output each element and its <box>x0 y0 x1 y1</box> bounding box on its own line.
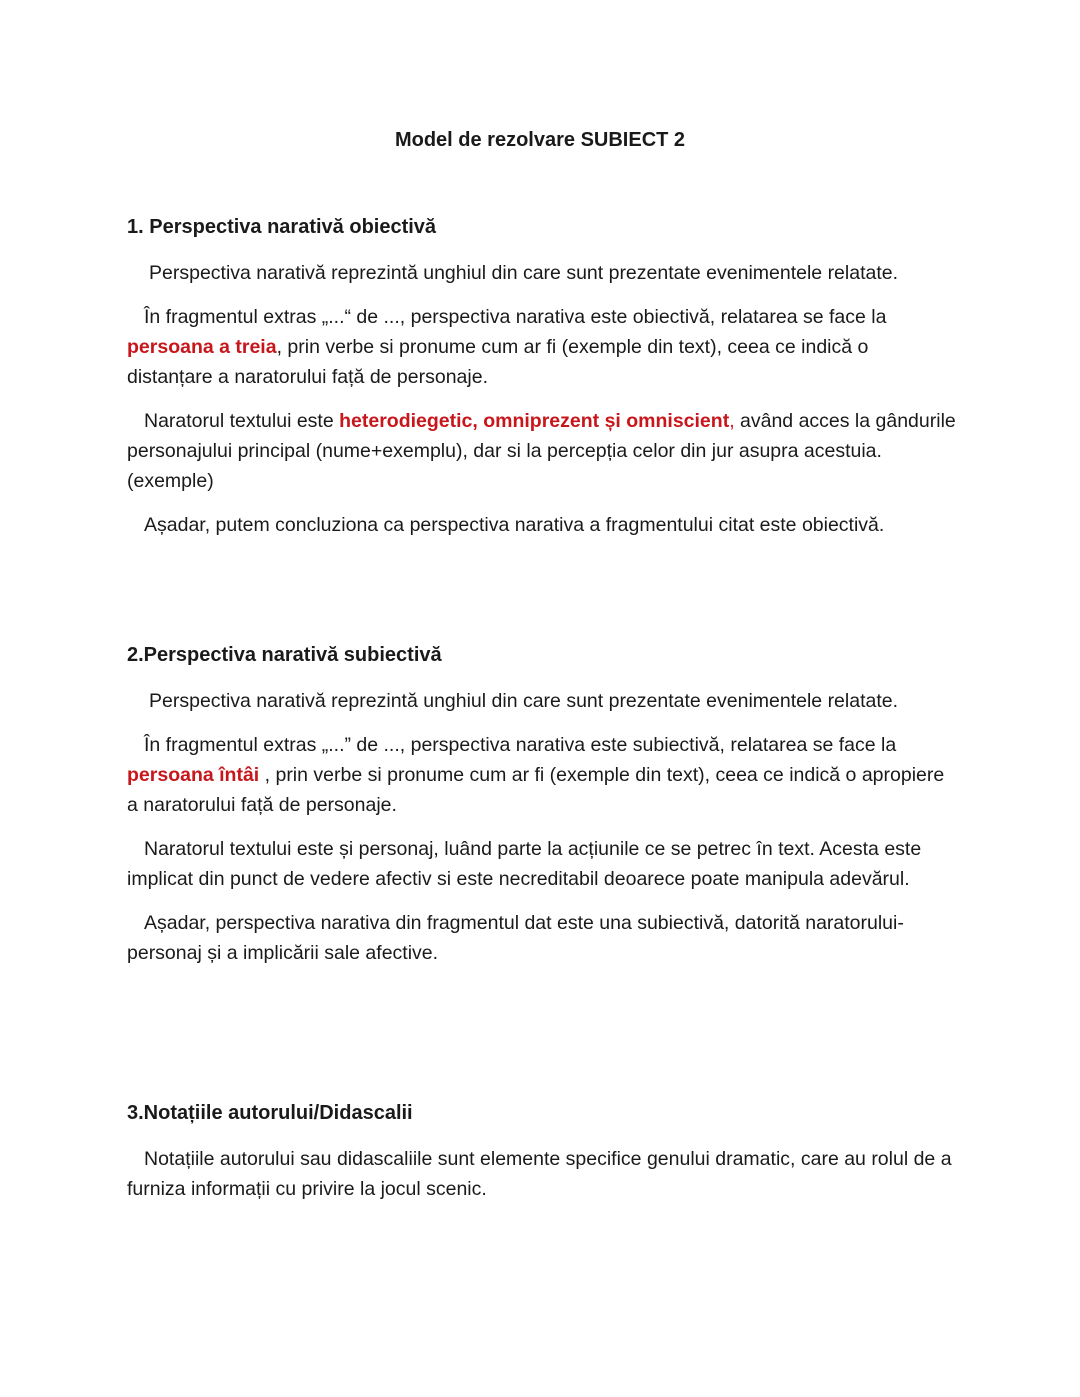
paragraph-text: În fragmentul extras „...“ de ..., perspectiva narativa este obiectivă, relatarea se face la <box>144 306 887 328</box>
paragraph-narrator: Naratorul textului este și personaj, luând parte la acțiunile ce se petrec în text. Acesta este implicat din punct de vedere afectiv si este necreditabil deoarece poate manipula adevărul. <box>127 838 922 890</box>
highlighted-term: persoana întâi <box>127 764 260 786</box>
highlighted-term: persoana a treia <box>127 336 277 358</box>
paragraph-narrator <box>127 406 957 496</box>
document-title: Model de rezolvare SUBIECT 2 <box>394 129 686 151</box>
highlighted-term: heterodiegetic, omniprezent și omniscient <box>339 410 730 432</box>
paragraph-definition: Perspectiva narativă reprezintă unghiul din care sunt prezentate evenimentele relatate. <box>149 690 899 712</box>
section-notatiile-autorului <box>127 1100 957 1218</box>
paragraph-conclusion: Așadar, perspectiva narativa din fragmentul dat este una subiectivă, datorită naratorului-personaj și a implicării sale afective. <box>127 912 904 964</box>
paragraph-definition: Perspectiva narativă reprezintă unghiul din care sunt prezentate evenimentele relatate. <box>149 262 899 284</box>
paragraph-conclusion: Așadar, putem concluziona ca perspectiva narativa a fragmentului citat este obiectivă. <box>144 514 885 536</box>
paragraph-text: , prin verbe si pronume cum ar fi (exemple din text), ceea ce indică o apropiere a naratorului față de personaje. <box>127 764 945 816</box>
paragraph-definition: Notațiile autorului sau didascaliile sunt elemente specifice genului dramatic, care au rolul de a furniza informații cu privire la jocul scenic. <box>127 1148 952 1200</box>
section-heading: 1. Perspectiva narativă obiectivă <box>127 216 437 238</box>
paragraph-fragment <box>127 730 957 820</box>
section-heading: 3.Notațiile autorului/Didascalii <box>127 1102 413 1124</box>
paragraph-text: Naratorul textului este <box>144 410 340 432</box>
paragraph-fragment <box>127 302 957 392</box>
paragraph-text: având acces la gândurile personajului principal (nume+exemplu), dar si la percepția celor din jur asupra acestuia. (exemple) <box>127 410 956 492</box>
section-heading: 2.Perspectiva narativă subiectivă <box>127 644 442 666</box>
highlighted-comma: , <box>729 410 735 432</box>
section-perspectiva-obiectiva <box>127 214 957 554</box>
paragraph-text: În fragmentul extras „...” de ..., perspectiva narativa este subiectivă, relatarea se face la <box>144 734 897 756</box>
paragraph-text: , prin verbe si pronume cum ar fi (exemple din text), ceea ce indică o distanțare a naratorului față de personaje. <box>127 336 869 388</box>
section-perspectiva-subiectiva <box>127 642 957 982</box>
